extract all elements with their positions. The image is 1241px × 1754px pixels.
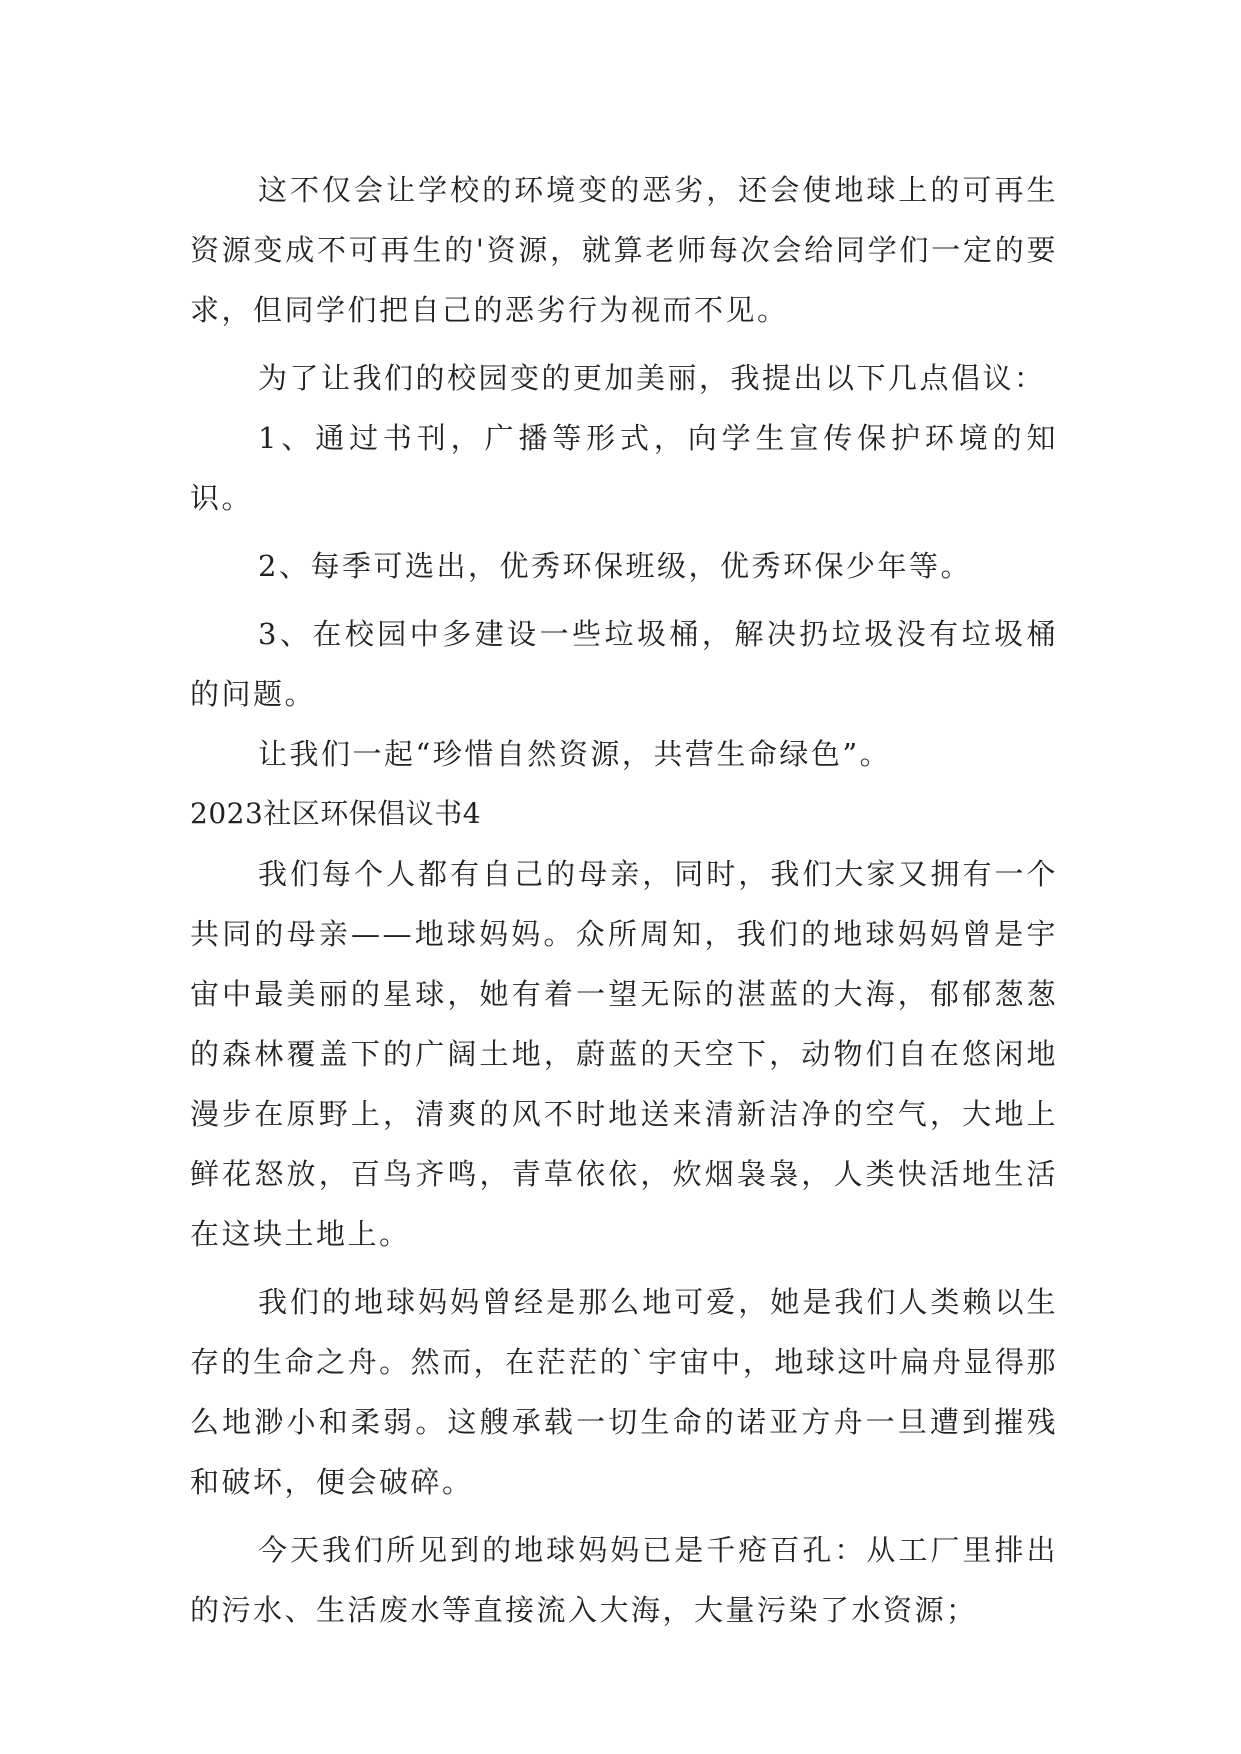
proposal-item-1: 1、通过书刊，广播等形式，向学生宣传保护环境的知识。 — [190, 421, 1058, 515]
paragraph-proposal-intro: 为了让我们的校园变的更加美丽，我提出以下几点倡议： — [258, 361, 1046, 395]
paragraph-mother-earth: 我们每个人都有自己的母亲，同时，我们大家又拥有一个共同的母亲——地球妈妈。众所周知，我们的地球妈妈曾是宇宙中最美丽的星球，她有着一望无际的湛蓝的大海，郁郁葱葱的森林覆盖下的广阔土地，蔚蓝的天空下，动物们自在悠闲地漫步在原野上，清爽的风不时地送来清新洁净的空气，大地上鲜花怒放，百鸟齐鸣，青草依依，炊烟袅袅，人类快活地生活在这块土地上。 — [190, 857, 1058, 1251]
paragraph-earth-fragile: 我们的地球妈妈曾经是那么地可爱，她是我们人类赖以生存的生命之舟。然而，在茫茫的`宇宙中，地球这叶扁舟显得那么地渺小和柔弱。这艘承载一切生命的诺亚方舟一旦遭到摧残和破坏，便会破碎。 — [190, 1285, 1058, 1499]
document-page — [190, 160, 1058, 1640]
paragraph-earth-damaged: 今天我们所见到的地球妈妈已是千疮百孔：从工厂里排出的污水、生活废水等直接流入大海，大量污染了水资源； — [190, 1533, 1058, 1627]
paragraph-closing-call: 让我们一起“珍惜自然资源，共营生命绿色”。 — [258, 737, 892, 771]
section-heading: 2023社区环保倡议书4 — [190, 797, 482, 830]
proposal-item-3: 3、在校园中多建设一些垃圾桶，解决扔垃圾没有垃圾桶的问题。 — [190, 617, 1058, 711]
proposal-item-2: 2、每季可选出，优秀环保班级，优秀环保少年等。 — [258, 549, 972, 583]
paragraph-environment-damage: 这不仅会让学校的环境变的恶劣，还会使地球上的可再生资源变成不可再生的'资源，就算老师每次会给同学们一定的要求，但同学们把自己的恶劣行为视而不见。 — [190, 173, 1058, 327]
